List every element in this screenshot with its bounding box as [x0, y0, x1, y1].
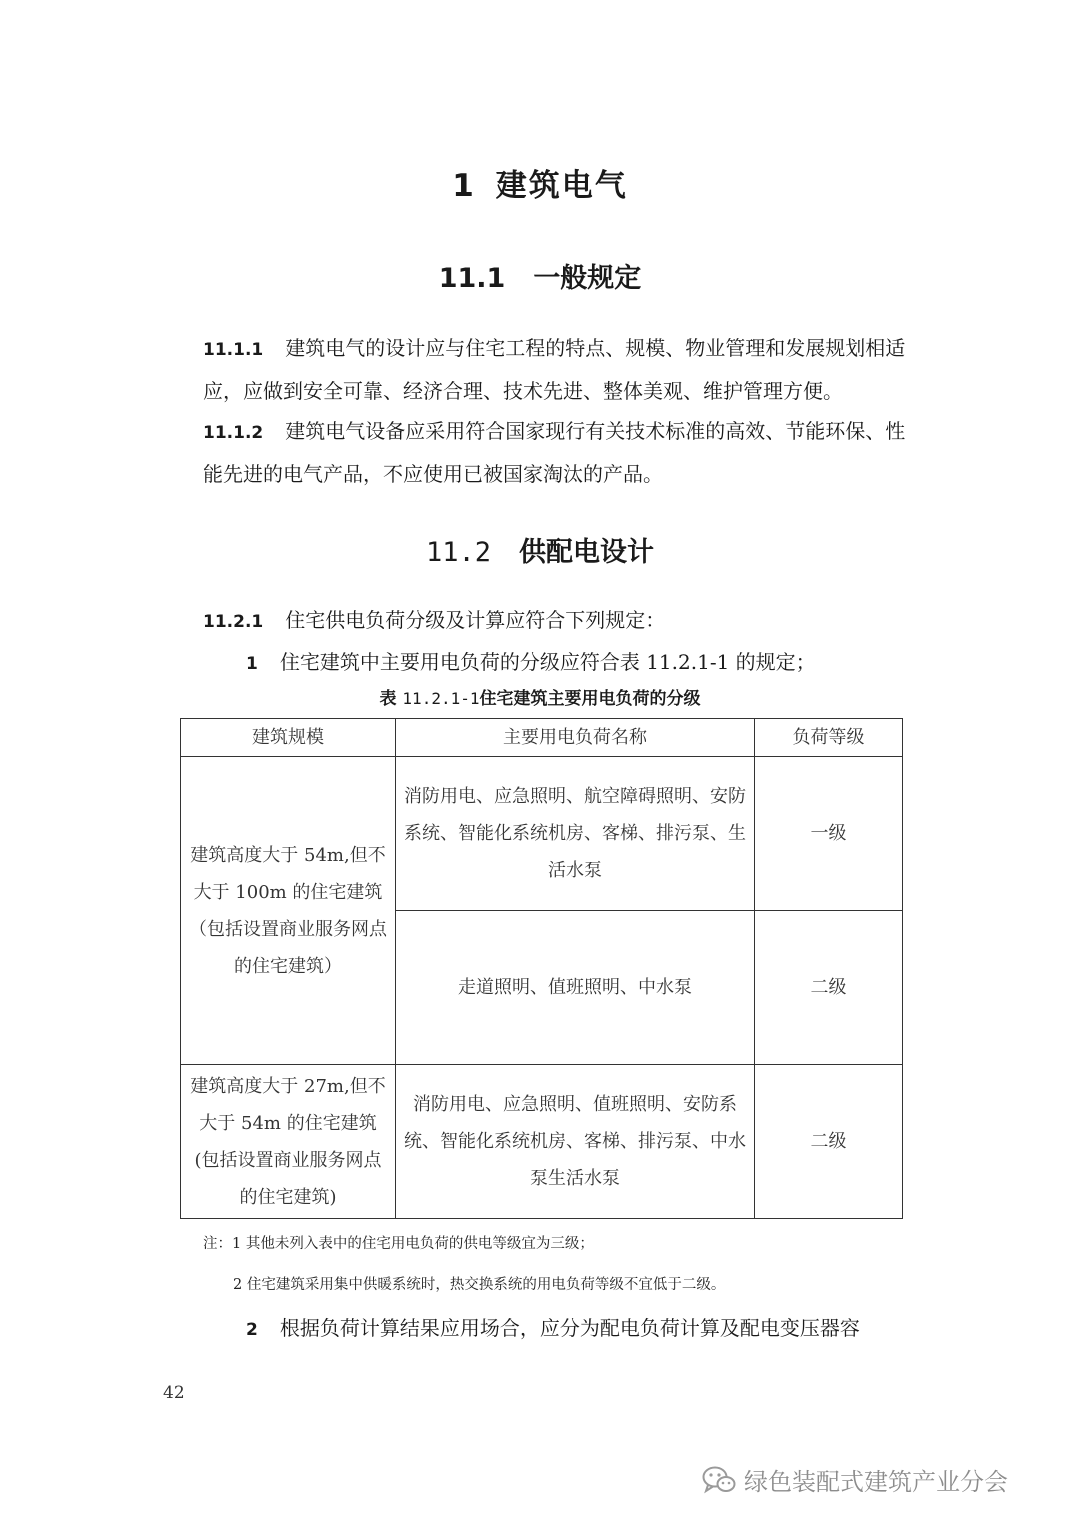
page-number: 42 — [163, 1383, 185, 1403]
loads-cell: 消防用电、应急照明、航空障碍照明、安防系统、智能化系统机房、客梯、排污泵、生活水泵 — [396, 757, 755, 911]
item-text: 根据负荷计算结果应用场合，应分为配电负荷计算及配电变压器容 — [279, 1316, 860, 1340]
clause-text: 住宅供电负荷分级及计算应符合下列规定： — [285, 608, 666, 632]
scale-cell: 建筑高度大于 27m,但不大于 54m 的住宅建筑(包括设置商业服务网点的住宅建筑) — [181, 1065, 396, 1219]
table-note-2 — [233, 1273, 725, 1294]
section-title-text: 供配电设计 — [519, 537, 655, 568]
chapter-number: 1 — [452, 168, 476, 204]
section-number: 11.1 — [438, 263, 506, 294]
grade-cell: 二级 — [755, 1065, 903, 1219]
grade-cell: 二级 — [755, 911, 903, 1065]
table-header-row — [181, 719, 903, 757]
table-row — [181, 1065, 903, 1219]
chapter-title-text: 建筑电气 — [495, 168, 628, 204]
table-note-1 — [203, 1232, 594, 1253]
loads-cell: 走道照明、值班照明、中水泵 — [396, 911, 755, 1065]
item-2 — [246, 1308, 926, 1351]
grade-cell: 一级 — [755, 757, 903, 911]
section-title-power-supply — [0, 530, 1080, 569]
clause-text: 建筑电气的设计应与住宅工程的特点、规模、物业管理和发展规划相适应，应做到安全可靠、经济合理、技术先进、整体美观、维护管理方便。 — [203, 336, 906, 403]
item-number: 2 — [246, 1320, 258, 1340]
table-row — [181, 757, 903, 911]
scale-cell: 建筑高度大于 54m,但不大于 100m 的住宅建筑（包括设置商业服务网点的住宅建筑） — [181, 757, 396, 1065]
header-scale: 建筑规模 — [181, 719, 396, 757]
table-caption-number: 11.2.1-1 — [402, 689, 480, 708]
clause-number: 11.1.2 — [203, 423, 264, 443]
table-caption-prefix: 表 — [379, 689, 397, 709]
footer-brand-text: 绿色装配式建筑产业分会 — [744, 1468, 1008, 1496]
clause-text: 建筑电气设备应采用符合国家现行有关技术标准的高效、节能环保、性能先进的电气产品，不应使用已被国家淘汰的产品。 — [203, 419, 906, 486]
note-prefix: 注： — [203, 1236, 232, 1252]
item-text: 住宅建筑中主要用电负荷的分级应符合表 11.2.1-1 的规定； — [279, 650, 816, 674]
chapter-title — [0, 160, 1080, 205]
clause-number: 11.1.1 — [203, 340, 264, 360]
header-grade: 负荷等级 — [755, 719, 903, 757]
section-title-text: 一般规定 — [533, 263, 642, 294]
clause-11-1-2 — [203, 411, 923, 495]
footer-watermark — [702, 1462, 1008, 1497]
item-number: 1 — [246, 654, 258, 674]
table-caption-title: 住宅建筑主要用电负荷的分级 — [479, 689, 701, 709]
section-number: 11.2 — [425, 537, 492, 568]
clause-11-1-1 — [203, 328, 923, 412]
table-caption — [0, 684, 1080, 709]
wechat-icon — [702, 1465, 736, 1495]
load-grade-table — [180, 718, 903, 1219]
clause-11-2-1 — [203, 600, 923, 643]
item-1 — [246, 642, 926, 685]
note-text: 2 住宅建筑采用集中供暖系统时，热交换系统的用电负荷等级不宜低于二级。 — [233, 1277, 726, 1293]
loads-cell: 消防用电、应急照明、值班照明、安防系统、智能化系统机房、客梯、排污泵、中水泵生活水泵 — [396, 1065, 755, 1219]
clause-number: 11.2.1 — [203, 612, 264, 632]
note-text: 1 其他未列入表中的住宅用电负荷的供电等级宜为三级； — [232, 1236, 594, 1252]
section-title-general — [0, 256, 1080, 295]
header-loads: 主要用电负荷名称 — [396, 719, 755, 757]
